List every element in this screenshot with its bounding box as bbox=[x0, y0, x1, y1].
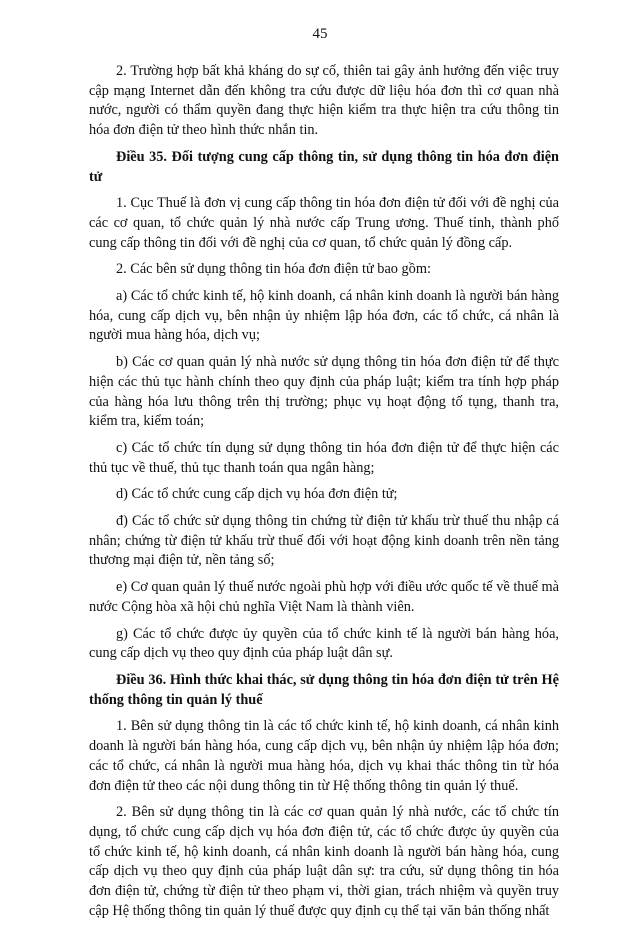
paragraph-point-g: g) Các tổ chức được ủy quyền của tổ chức kinh tế là người bán hàng hóa, cung cấp dịch vụ theo quy định của pháp luật dân sự. bbox=[89, 625, 559, 662]
document-body bbox=[89, 62, 559, 928]
paragraph-point-e: e) Cơ quan quản lý thuế nước ngoài phù hợp với điều ước quốc tế về thuế mà nước Cộng hòa xã hội chủ nghĩa Việt Nam là thành viên. bbox=[89, 579, 559, 615]
paragraph-article-36-clause-2: 2. Bên sử dụng thông tin là các cơ quan quản lý nhà nước, các tổ chức tín dụng, tổ chức cung cấp dịch vụ hóa đơn điện tử, các tổ chức được ủy quyền của tổ chức kinh tế, hộ kinh doanh, cá nhân kinh doanh là người bán hàng hóa, cung cấp dịch vụ theo quy định của pháp luật dân sự: tra cứu, sử dụng thông tin hóa đơn điện tử, chứng từ điện tử theo phạm vi, thời gian, trách nhiệm và quyền truy cập Hệ thống thông tin quản lý thuế được quy định cụ thể tại văn bản thống nhất bbox=[89, 804, 559, 919]
paragraph-point-d: d) Các tổ chức cung cấp dịch vụ hóa đơn điện tử; bbox=[116, 486, 398, 503]
paragraph-point-dd: đ) Các tổ chức sử dụng thông tin chứng từ điện tử khấu trừ thuế thu nhập cá nhân; chứng từ điện tử khấu trừ thuế đối với hoạt động kinh doanh trên nền tảng thương mại điện tử, nền tảng số; bbox=[89, 513, 559, 569]
paragraph-article-35-clause-1: 1. Cục Thuế là đơn vị cung cấp thông tin hóa đơn điện tử đối với đề nghị của các cơ quan, tổ chức quản lý nhà nước cấp Trung ương. Thuế tỉnh, thành phố cung cấp thông tin đối với đề nghị của cơ quan, tổ chức quản lý đồng cấp. bbox=[89, 195, 559, 251]
paragraph-point-a: a) Các tổ chức kinh tế, hộ kinh doanh, cá nhân kinh doanh là người bán hàng hóa, cung cấp dịch vụ, bên nhận ủy nhiệm lập hóa đơn, các tổ chức, cá nhân là người mua hàng hóa, dịch vụ; bbox=[89, 288, 559, 344]
paragraph-article-35-clause-2: 2. Các bên sử dụng thông tin hóa đơn điện tử bao gồm: bbox=[116, 261, 431, 278]
article-35-heading: Điều 35. Đối tượng cung cấp thông tin, sử dụng thông tin hóa đơn điện tử bbox=[89, 148, 559, 185]
paragraph-article-34-clause-2: 2. Trường hợp bất khả kháng do sự cố, thiên tai gây ảnh hưởng đến việc truy cập mạng Internet dẫn đến không tra cứu được dữ liệu hóa đơn thì cơ quan nhà nước, người có thẩm quyền đang thực hiện kiểm tra thực hiện tra cứu thông tin hóa đơn điện tử theo hình thức nhắn tin. bbox=[89, 63, 559, 139]
paragraph-point-c: c) Các tổ chức tín dụng sử dụng thông tin hóa đơn điện tử để thực hiện các thủ tục về thuế, thủ tục thanh toán qua ngân hàng; bbox=[89, 439, 559, 476]
paragraph-point-b: b) Các cơ quan quản lý nhà nước sử dụng thông tin hóa đơn điện tử để thực hiện các thủ tục hành chính theo quy định của pháp luật; kiểm tra tính hợp pháp của hàng hóa lưu thông trên thị trường; phục vụ hoạt động tố tụng, thanh tra, kiểm tra, kiểm toán; bbox=[89, 354, 559, 430]
article-36-heading: Điều 36. Hình thức khai thác, sử dụng thông tin hóa đơn điện tử trên Hệ thống thông tin quản lý thuế bbox=[89, 671, 559, 708]
page-number: 45 bbox=[312, 26, 328, 42]
paragraph-article-36-clause-1: 1. Bên sử dụng thông tin là các tổ chức kinh tế, hộ kinh doanh, cá nhân kinh doanh là người bán hàng hóa, cung cấp dịch vụ, bên nhận ủy nhiệm lập hóa đơn; các tổ chức, cá nhân là người mua hàng hóa, dịch vụ khai thác thông tin từ hóa đơn điện tử theo các nội dung thông tin từ Hệ thống thông tin quản lý thuế. bbox=[89, 718, 559, 794]
